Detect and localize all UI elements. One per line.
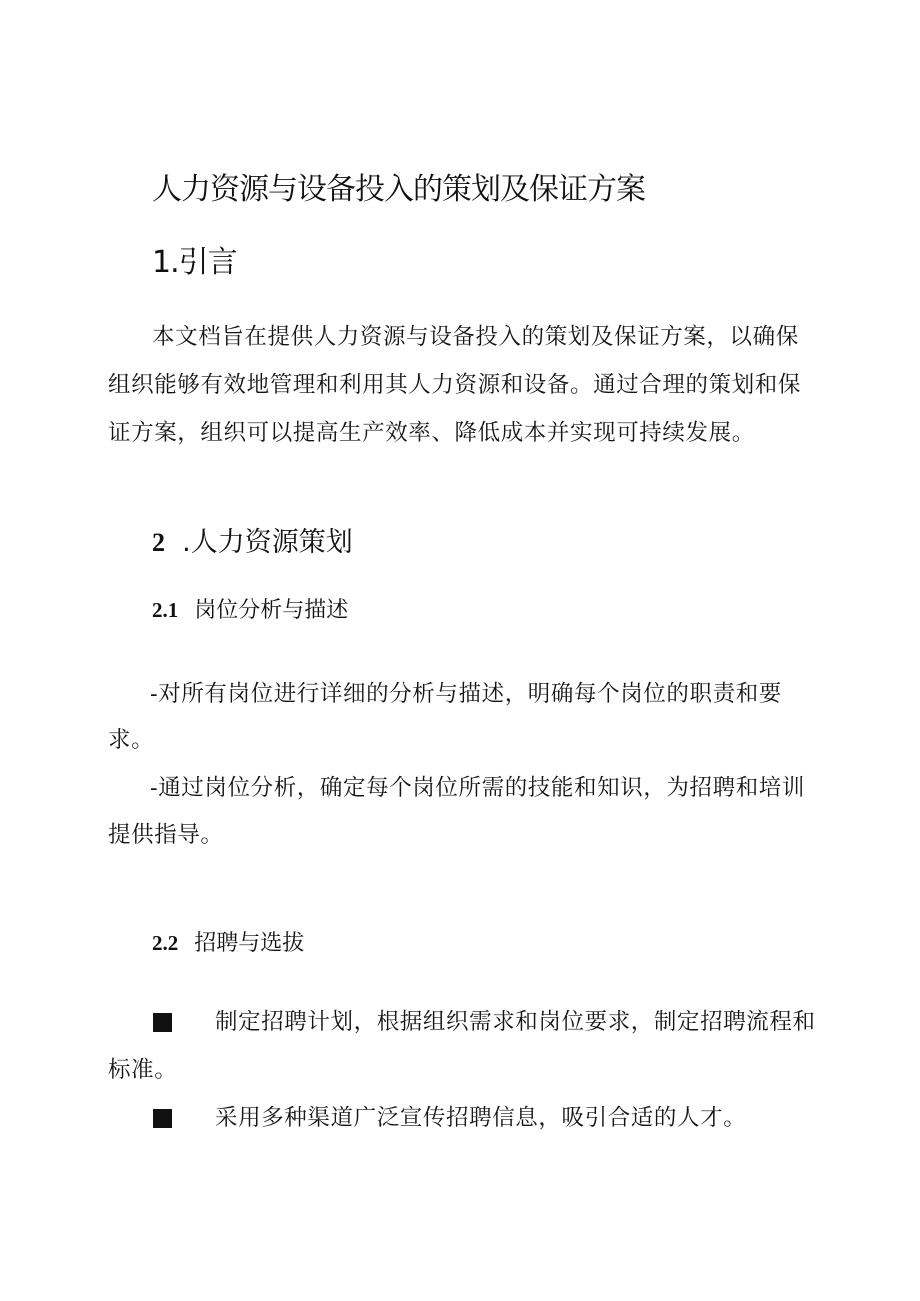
section-2-number: 2 [152, 528, 165, 557]
section-2-title: .人力资源策划 [182, 527, 353, 558]
list-item-2-1-a-line-1: -对所有岗位进行详细的分析与描述，明确每个岗位的职责和要 [150, 681, 782, 707]
document-title: 人力资源与设备投入的策划及保证方案 [152, 172, 645, 207]
subsection-2-1-heading [152, 594, 348, 627]
subsection-2-2-number: 2.2 [152, 931, 179, 955]
list-item-2-1-a-line-2: 求。 [108, 727, 155, 753]
square-bullet-icon [153, 1109, 172, 1128]
list-item-2-2-b-line-1: 采用多种渠道广泛宣传招聘信息，吸引合适的人才。 [215, 1105, 747, 1131]
list-item-2-2-a-line-1: 制定招聘计划，根据组织需求和岗位要求，制定招聘流程和 [215, 1009, 816, 1035]
intro-paragraph-line-3: 证方案，组织可以提高生产效率、降低成本并实现可持续发展。 [108, 420, 755, 446]
subsection-2-1-title: 岗位分析与描述 [194, 598, 349, 623]
list-item-2-2-a-line-2: 标准。 [108, 1057, 178, 1083]
square-bullet-icon [153, 1013, 172, 1032]
subsection-2-1-number: 2.1 [152, 598, 179, 622]
section-1-heading: 1.引言 [152, 245, 237, 280]
subsection-2-2-heading [152, 927, 304, 960]
list-item-2-1-b-line-2: 提供指导。 [108, 822, 224, 848]
intro-paragraph-line-2: 组织能够有效地管理和利用其人力资源和设备。通过合理的策划和保 [108, 372, 802, 398]
subsection-2-2-title: 招聘与选拔 [194, 931, 305, 956]
list-item-2-1-b-line-1: -通过岗位分析，确定每个岗位所需的技能和知识，为招聘和培训 [150, 775, 806, 801]
section-2-heading [152, 523, 353, 563]
intro-paragraph-line-1: 本文档旨在提供人力资源与设备投入的策划及保证方案，以确保 [152, 324, 799, 350]
